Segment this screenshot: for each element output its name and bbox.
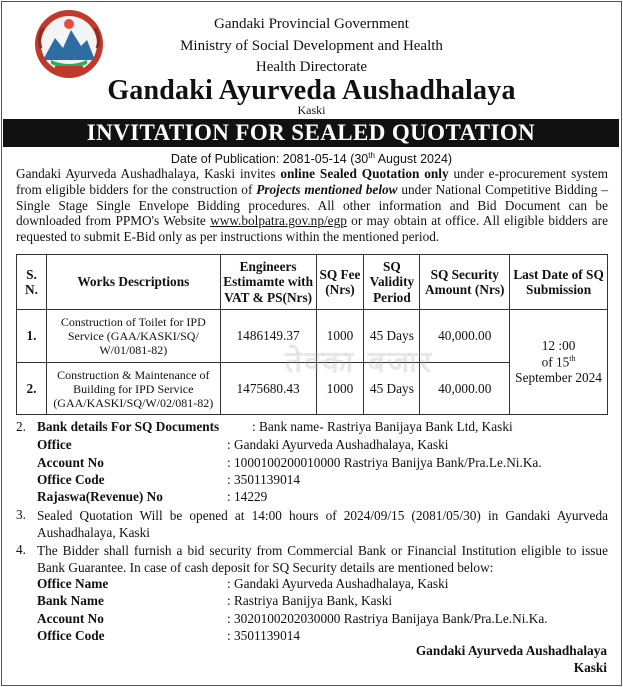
- row-sn: 1.: [17, 310, 47, 363]
- item-number: 3.: [16, 507, 26, 522]
- office-name-label: Office Name: [37, 576, 109, 591]
- row-fee: 1000: [316, 363, 364, 415]
- header-sn: S. N.: [17, 255, 47, 310]
- quotation-table: [16, 254, 608, 415]
- header-security: SQ Security Amount (Nrs): [420, 255, 510, 310]
- signature-org: Gandaki Ayurveda Aushadhalaya: [415, 643, 607, 658]
- opening-notice: Sealed Quotation Will be opened at 14:00 hours of 2024/09/15 (2081/05/30) in Gandaki Ayurveda Aushadhalaya, Kaski: [37, 508, 608, 540]
- table-header-row: [17, 255, 608, 310]
- watermark-logo: तेक्का बजार: [285, 345, 434, 380]
- revenue-no-value: : 14229: [227, 489, 268, 504]
- government-line: Gandaki Provincial Government: [214, 16, 409, 32]
- row-sn: 2.: [17, 363, 47, 415]
- ministry-line: Ministry of Social Development and Health: [180, 38, 443, 54]
- notice-banner: INVITATION FOR SEALED QUOTATION: [3, 119, 619, 147]
- last-date-time: 12 :00: [541, 337, 576, 353]
- row-security: 40,000.00: [420, 310, 510, 363]
- bid-security-notice: The Bidder shall furnish a bid security from Commercial Bank or Financial Institution eligible to issue Bank Guarantee. In case of cash deposit for SQ Security details are mentioned below:: [37, 543, 608, 575]
- office-value: : Gandaki Ayurveda Aushadhalaya, Kaski: [227, 437, 449, 452]
- office-code-label: Office Code: [37, 472, 105, 487]
- header-fee: SQ Fee (Nrs): [316, 255, 364, 310]
- intro-paragraph: Gandaki Ayurveda Aushadhalaya, Kaski invites online Sealed Quotation only under e-procurement system from eligible bidders for the construction of Projects mentioned below under National Competitive Bidding – Single Stage Single Envelope Bidding procedures. All other information and Bid Document can be downloaded from PPMO's Website www.bolpatra.gov.np/egp or may obtain at office. All eligible bidders are requested to submit E-Bid only as per instructions within the mentioned period.: [16, 166, 609, 245]
- account-no-label: Account No: [37, 455, 104, 470]
- row-validity: 45 Days: [364, 310, 420, 363]
- header-works: Works Descriptions: [46, 255, 220, 310]
- row-fee: 1000: [316, 310, 364, 363]
- header-estimate: Engineers Estimamte with VAT & PS(Nrs): [220, 255, 316, 310]
- account-no-label-2: Account No: [37, 611, 104, 626]
- office-code-value: : 3501139014: [227, 472, 301, 487]
- bank-name-label: Bank Name: [37, 593, 104, 608]
- bank-name-value-2: : Rastriya Banijya Bank, Kaski: [227, 593, 393, 608]
- table-row: [17, 310, 608, 363]
- row-estimate: 1475680.43: [220, 363, 316, 415]
- row-security: 40,000.00: [420, 363, 510, 415]
- row-description: Construction & Maintenance of Building for IPD Service (GAA/KASKI/SQ/W/02/081-82): [46, 363, 220, 415]
- publication-date: Date of Publication: 2081-05-14 (30th August 2024): [170, 151, 453, 167]
- signature-place: Kaski: [573, 660, 607, 675]
- directorate-line: Health Directorate: [255, 59, 368, 75]
- office-name-value: : Gandaki Ayurveda Aushadhalaya, Kaski: [227, 576, 449, 591]
- last-date-month: September 2024: [515, 370, 602, 386]
- header-last-date: Last Date of SQ Submission: [510, 255, 608, 310]
- revenue-no-label: Rajaswa(Revenue) No: [37, 489, 163, 504]
- row-validity: 45 Days: [364, 363, 420, 415]
- row-estimate: 1486149.37: [220, 310, 316, 363]
- header-validity: SQ Validity Period: [364, 255, 420, 310]
- account-no-value-2: : 3020100202030000 Rastriya Banijaya Bank/Pra.Le.Ni.Ka.: [227, 611, 548, 626]
- account-no-value: : 1000100200010000 Rastriya Banijya Bank/Pra.Le.Ni.Ka.: [227, 455, 542, 470]
- last-date-cell: [510, 310, 608, 415]
- office-code-label-2: Office Code: [37, 628, 105, 643]
- office-code-value-2: : 3501139014: [227, 628, 301, 643]
- bank-name-value: : Bank name- Rastriya Banijaya Bank Ltd, Kaski: [252, 419, 513, 434]
- office-label: Office: [37, 437, 72, 452]
- organization-title: Gandaki Ayurveda Aushadhalaya: [107, 75, 516, 106]
- bank-details-title: Bank details For SQ Documents: [37, 419, 220, 434]
- organization-location: Kaski: [297, 103, 326, 117]
- last-date-day: of 15th: [541, 353, 576, 370]
- item-number: 2.: [16, 419, 26, 434]
- ppmo-website-link[interactable]: www.bolpatra.gov.np/egp: [210, 213, 347, 229]
- row-description: Construction of Toilet for IPD Service (GAA/KASKI/SQ/ W/01/081-82): [46, 310, 220, 363]
- item-number: 4.: [16, 542, 26, 557]
